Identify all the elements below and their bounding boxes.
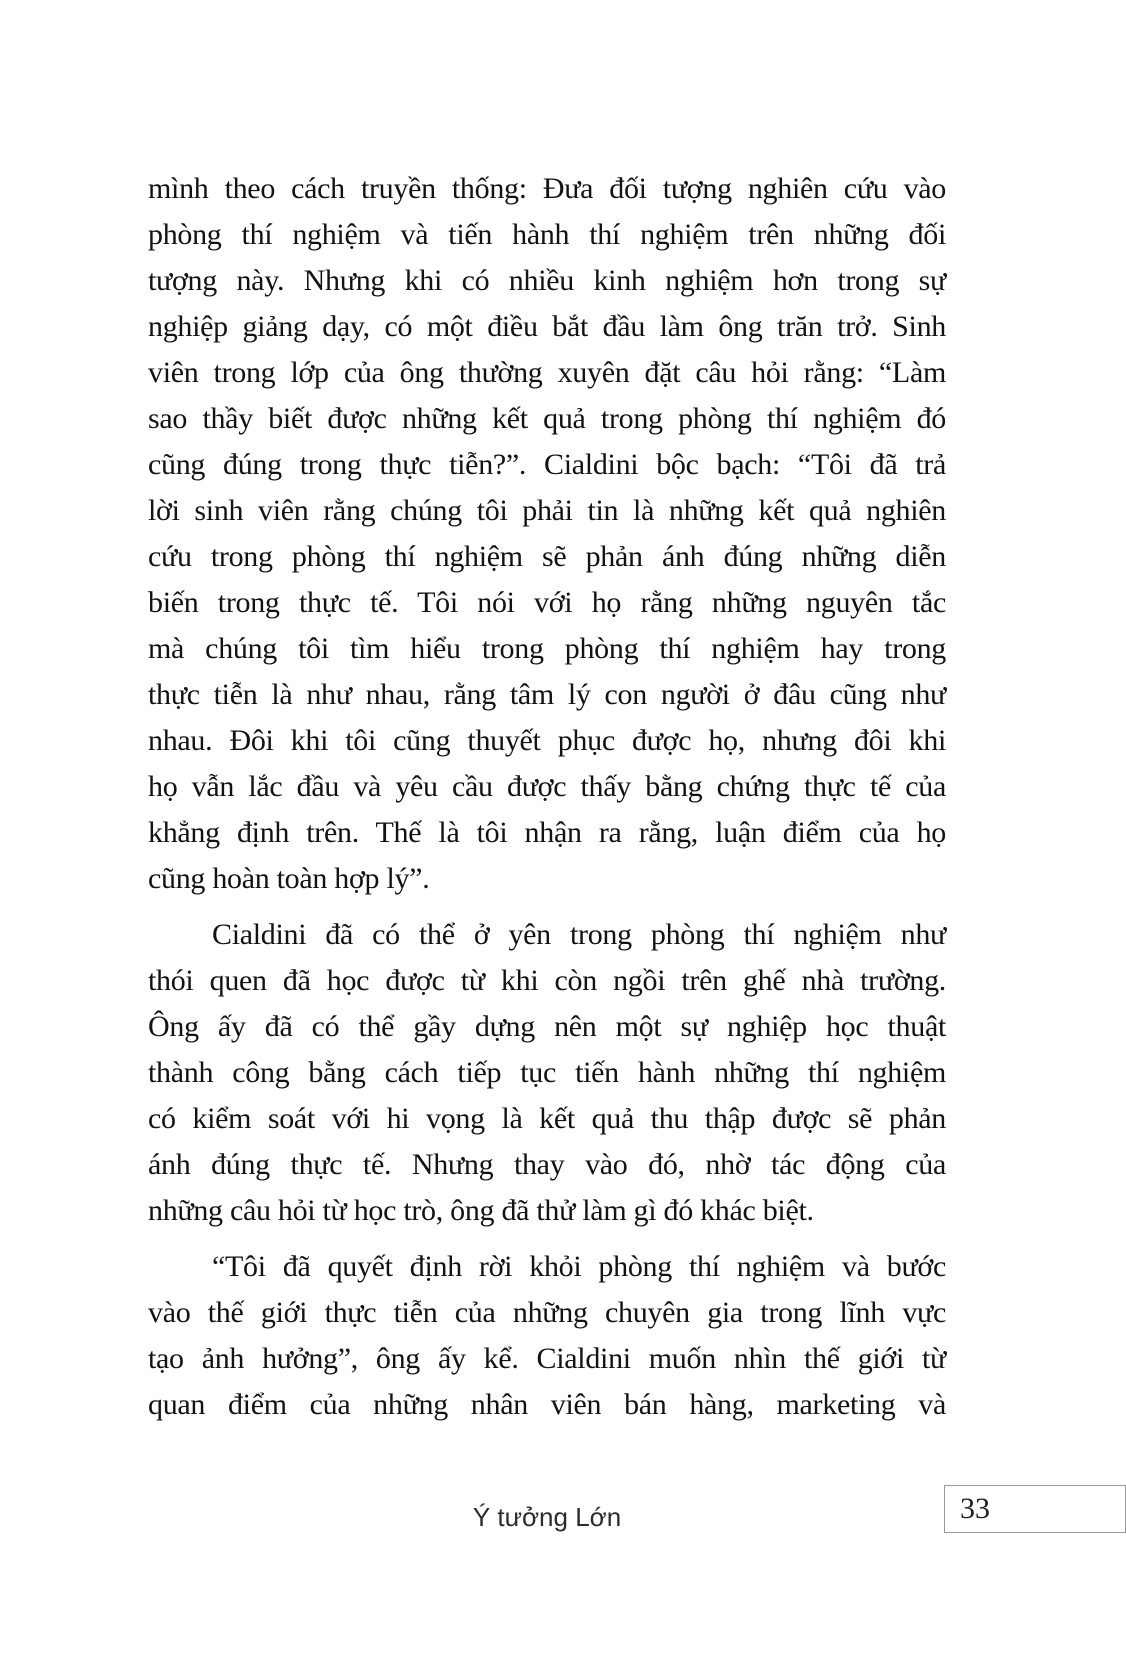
text-line: nhau. Đôi khi tôi cũng thuyết phục được họ, nhưng đôi khi bbox=[148, 724, 946, 757]
text-line: thực tiễn là như nhau, rằng tâm lý con người ở đâu cũng như bbox=[148, 678, 946, 711]
text-line: viên trong lớp của ông thường xuyên đặt câu hỏi rằng: “Làm bbox=[148, 356, 946, 389]
text-line: thói quen đã học được từ khi còn ngồi trên ghế nhà trường. bbox=[148, 964, 946, 997]
body-text bbox=[148, 166, 946, 1428]
text-line: ánh đúng thực tế. Nhưng thay vào đó, nhờ tác động của bbox=[148, 1148, 946, 1181]
paragraph bbox=[148, 1244, 946, 1428]
text-line: có kiểm soát với hi vọng là kết quả thu thập được sẽ phản bbox=[148, 1102, 946, 1135]
running-title: Ý tưởng Lớn bbox=[472, 1502, 622, 1532]
text-line: cũng đúng trong thực tiễn?”. Cialdini bộc bạch: “Tôi đã trả bbox=[148, 448, 946, 481]
text-line: phòng thí nghiệm và tiến hành thí nghiệm trên những đối bbox=[148, 218, 946, 251]
text-line: tượng này. Nhưng khi có nhiều kinh nghiệm hơn trong sự bbox=[148, 264, 946, 297]
paragraph bbox=[148, 166, 946, 902]
text-line: cứu trong phòng thí nghiệm sẽ phản ánh đúng những diễn bbox=[148, 540, 946, 573]
text-line: thành công bằng cách tiếp tục tiến hành những thí nghiệm bbox=[148, 1056, 946, 1089]
paragraph bbox=[148, 912, 946, 1234]
text-line: những câu hỏi từ học trò, ông đã thử làm gì đó khác biệt. bbox=[148, 1194, 814, 1227]
text-line: tạo ảnh hưởng”, ông ấy kể. Cialdini muốn nhìn thế giới từ bbox=[148, 1342, 946, 1375]
text-line: Ông ấy đã có thể gầy dựng nên một sự nghiệp học thuật bbox=[148, 1010, 946, 1043]
text-line: họ vẫn lắc đầu và yêu cầu được thấy bằng chứng thực tế của bbox=[148, 770, 946, 803]
text-line: sao thầy biết được những kết quả trong phòng thí nghiệm đó bbox=[148, 402, 946, 435]
page-number: 33 bbox=[960, 1492, 990, 1525]
text-line: nghiệp giảng dạy, có một điều bắt đầu làm ông trăn trở. Sinh bbox=[148, 310, 946, 343]
text-line: lời sinh viên rằng chúng tôi phải tin là những kết quả nghiên bbox=[148, 494, 946, 527]
page-number-box bbox=[944, 1485, 1126, 1533]
text-line: mình theo cách truyền thống: Đưa đối tượng nghiên cứu vào bbox=[148, 172, 946, 205]
text-line: biến trong thực tế. Tôi nói với họ rằng những nguyên tắc bbox=[148, 586, 946, 619]
text-line: quan điểm của những nhân viên bán hàng, marketing và bbox=[148, 1388, 946, 1421]
text-line: “Tôi đã quyết định rời khỏi phòng thí nghiệm và bước bbox=[212, 1250, 946, 1283]
text-line: khẳng định trên. Thế là tôi nhận ra rằng, luận điểm của họ bbox=[148, 816, 946, 849]
text-line: vào thế giới thực tiễn của những chuyên gia trong lĩnh vực bbox=[148, 1296, 946, 1329]
text-line: mà chúng tôi tìm hiểu trong phòng thí nghiệm hay trong bbox=[148, 632, 946, 665]
text-line: cũng hoàn toàn hợp lý”. bbox=[148, 862, 430, 895]
text-line: Cialdini đã có thể ở yên trong phòng thí nghiệm như bbox=[212, 918, 946, 951]
